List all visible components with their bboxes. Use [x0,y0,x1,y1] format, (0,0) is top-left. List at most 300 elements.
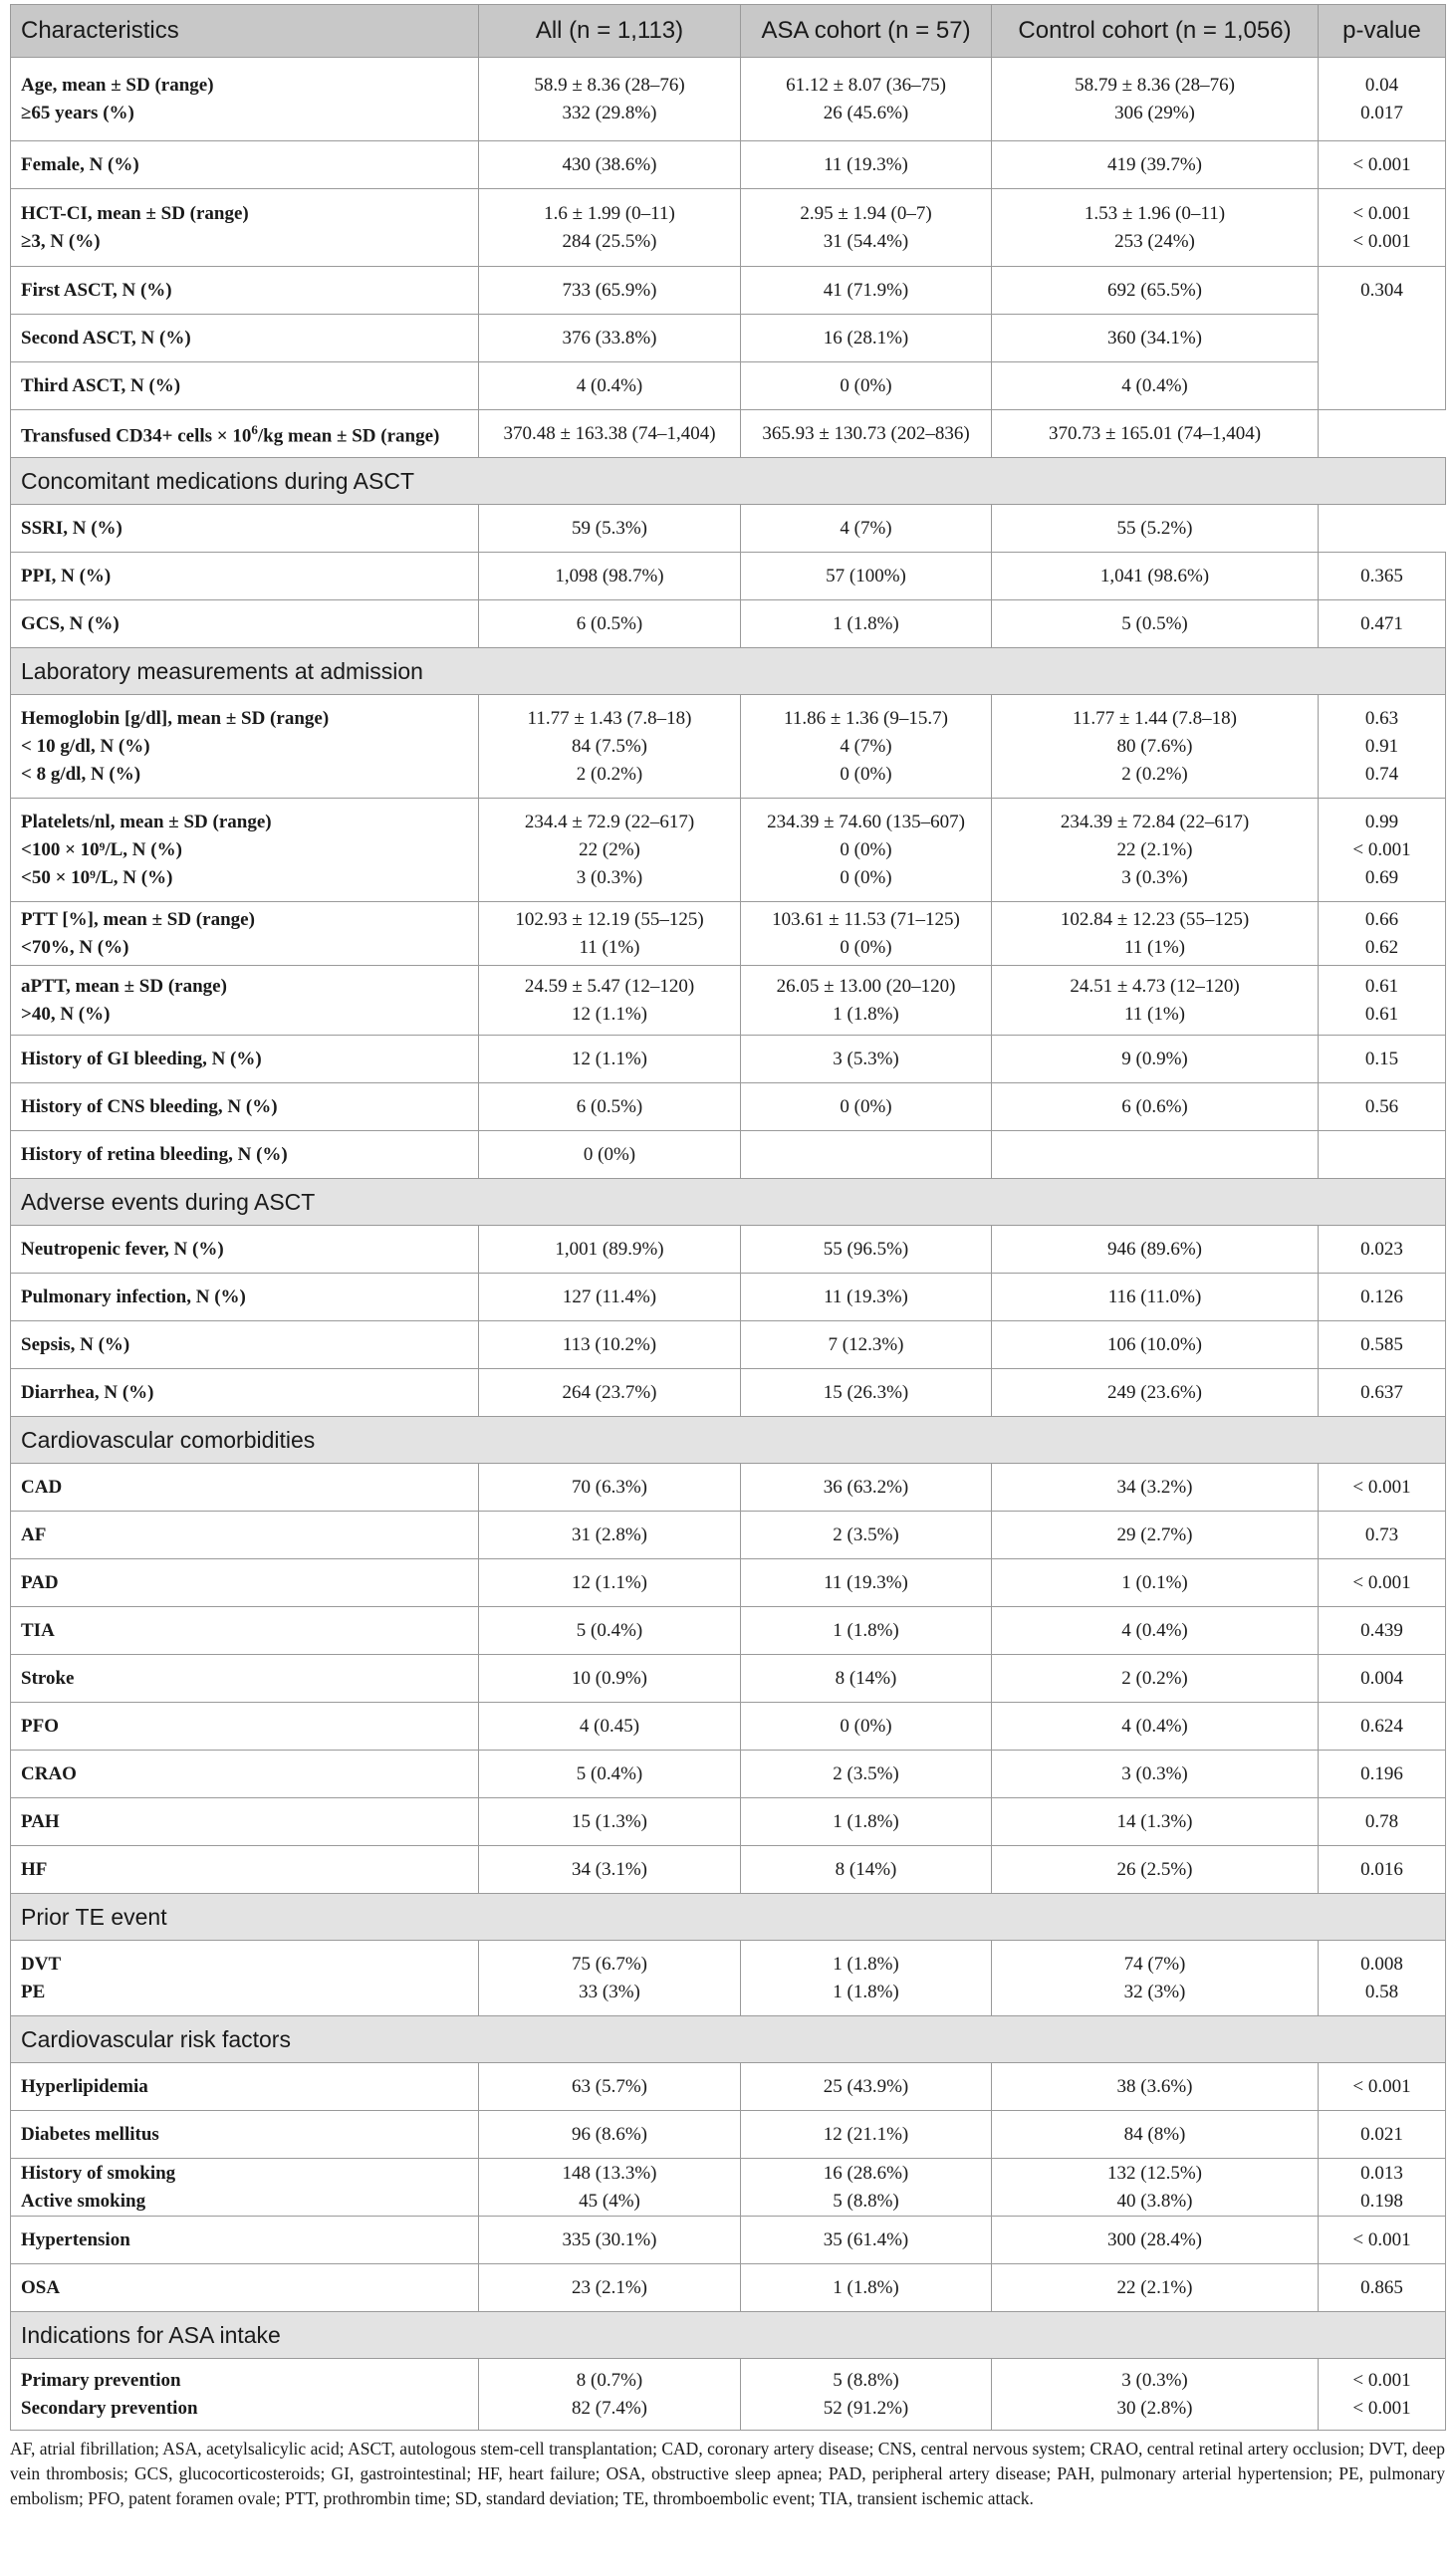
p-value-cell [1319,600,1446,648]
cell-value: 7 (12.3%) [828,1333,904,1355]
cell-value: 0.69 [1364,866,1399,888]
cell-value: 0.15 [1364,1048,1399,1069]
control-cohort-cell [992,1607,1319,1655]
cell-value: 306 (29%) [1114,102,1195,123]
header-asa-cohort: ASA cohort (n = 57) [741,5,992,58]
characteristic-cell [11,58,479,141]
control-cohort-cell [992,267,1319,315]
cell-value: 946 (89.6%) [1107,1238,1202,1260]
cell-value: 0.365 [1360,565,1403,586]
cell-value: 6 (0.5%) [576,612,643,634]
characteristic-cell [11,1751,479,1798]
asa-cohort-cell [741,141,992,189]
characteristic-label: < 10 g/dl, N (%) [21,735,150,757]
characteristic-label: PE [21,1981,46,2002]
cell-value: < 0.001 [1352,153,1411,175]
asa-cohort-cell [741,966,992,1036]
characteristic-label: TIA [21,1619,55,1641]
p-value-cell [1319,1369,1446,1417]
characteristic-label: Second ASCT, N (%) [21,327,191,349]
table-row [11,1369,1446,1417]
characteristic-label: Primary prevention [21,2369,181,2391]
characteristic-cell [11,362,479,410]
control-cohort-cell [992,2159,1319,2217]
asa-cohort-cell [741,1274,992,1321]
cell-value: 132 (12.5%) [1107,2162,1202,2184]
cell-value: 0.74 [1364,763,1399,785]
characteristic-cell [11,1036,479,1083]
characteristic-label: PFO [21,1715,59,1737]
cell-value: 4 (7%) [840,517,892,539]
characteristic-cell [11,966,479,1036]
header-control-cohort: Control cohort (n = 1,056) [992,5,1319,58]
characteristic-label: History of retina bleeding, N (%) [21,1143,288,1165]
table-row [11,141,1446,189]
cell-value: 45 (4%) [579,2190,640,2212]
cell-value: 5 (0.4%) [576,1619,643,1641]
cell-value: 4 (0.4%) [1121,1715,1188,1737]
cell-value: 10 (0.9%) [572,1667,647,1689]
table-container [10,4,1445,2511]
cell-value: 5 (0.5%) [1121,612,1188,634]
table-row [11,1941,1446,2016]
cell-value: 0 (0%) [840,838,892,860]
table-row [11,2063,1446,2111]
cell-value: 15 (1.3%) [572,1810,647,1832]
cell-value: 2 (3.5%) [833,1523,899,1545]
cell-value: 370.48 ± 163.38 (74–1,404) [503,422,716,444]
all-cell [479,695,741,799]
table-row [11,362,1446,410]
p-value-cell [1319,2359,1446,2431]
cell-value: 284 (25.5%) [562,230,657,252]
characteristic-label: < 8 g/dl, N (%) [21,763,141,785]
control-cohort-cell [992,2264,1319,2312]
control-cohort-cell [992,141,1319,189]
characteristic-label: History of CNS bleeding, N (%) [21,1095,278,1117]
cell-value: 3 (5.3%) [833,1048,899,1069]
asa-cohort-cell [741,58,992,141]
characteristic-cell [11,505,479,553]
cell-value: < 0.001 [1352,230,1411,252]
asa-cohort-cell [741,1131,992,1179]
all-cell [479,2264,741,2312]
table-row [11,2217,1446,2264]
cell-value: 0.62 [1364,936,1399,958]
section-header-row [11,1417,1446,1464]
cell-value: 4 (0.45) [579,1715,640,1737]
asa-cohort-cell [741,189,992,267]
cell-value: 1 (1.8%) [833,1003,899,1025]
table-row [11,189,1446,267]
cell-value: 234.4 ± 72.9 (22–617) [524,811,695,832]
all-cell [479,2063,741,2111]
table-row [11,1655,1446,1703]
asa-cohort-cell [741,1226,992,1274]
cell-value: 11 (1%) [579,936,640,958]
cell-value: 0.624 [1360,1715,1403,1737]
p-value-cell [1319,1798,1446,1846]
characteristic-label: HF [21,1858,48,1880]
table-row [11,799,1446,902]
cell-value: 34 (3.1%) [572,1858,647,1880]
characteristic-cell [11,1274,479,1321]
cell-value: 1 (1.8%) [833,1981,899,2002]
characteristic-cell [11,1512,479,1559]
cell-value: 11 (19.3%) [824,1286,908,1307]
asa-cohort-cell [741,1751,992,1798]
characteristic-cell [11,799,479,902]
characteristic-label: Age, mean ± SD (range) [21,74,214,96]
cell-value: 16 (28.6%) [823,2162,909,2184]
cell-value: 11 (19.3%) [824,153,908,175]
cell-value: 1 (1.8%) [833,612,899,634]
cell-value: 0.008 [1360,1953,1403,1975]
control-cohort-cell [992,410,1319,458]
characteristic-cell [11,902,479,966]
characteristic-label: First ASCT, N (%) [21,279,172,301]
cell-value: 3 (0.3%) [1121,1762,1188,1784]
asa-cohort-cell [741,1846,992,1894]
asa-cohort-cell [741,1607,992,1655]
cell-value: 4 (0.4%) [1121,1619,1188,1641]
table-row [11,410,1446,458]
cell-value: 0.61 [1364,1003,1399,1025]
table-body [11,58,1446,2431]
header-p-value: p-value [1319,5,1446,58]
all-cell [479,1559,741,1607]
cell-value: 2 (0.2%) [1121,1667,1188,1689]
cell-value: 0 (0%) [840,1095,892,1117]
characteristic-label: DVT [21,1953,62,1975]
cell-value: 1,098 (98.7%) [555,565,664,586]
cell-value: < 0.001 [1352,2397,1411,2419]
cell-value: < 0.001 [1352,2369,1411,2391]
control-cohort-cell [992,1559,1319,1607]
p-value-cell [1319,1464,1446,1512]
p-value-cell [1319,1607,1446,1655]
all-cell [479,267,741,315]
cell-value: 55 (5.2%) [1116,517,1193,539]
all-cell [479,2217,741,2264]
p-value-cell [1319,695,1446,799]
cell-value: 23 (2.1%) [572,2276,647,2298]
cell-value: 0.023 [1360,1238,1403,1260]
cell-value: 0.61 [1364,975,1399,997]
characteristic-label: <50 × 10⁹/L, N (%) [21,866,173,888]
asa-cohort-cell [741,2063,992,2111]
cell-value: 3 (0.3%) [576,866,643,888]
table-row [11,2111,1446,2159]
cell-value: 332 (29.8%) [562,102,657,123]
cell-value: 8 (14%) [835,1667,897,1689]
table-row [11,1607,1446,1655]
characteristic-cell [11,695,479,799]
cell-value: 96 (8.6%) [572,2123,647,2145]
cell-value: 15 (26.3%) [823,1381,909,1403]
section-title: Laboratory measurements at admission [11,648,1446,695]
characteristic-cell [11,2359,479,2431]
asa-cohort-cell [741,695,992,799]
cell-value: < 0.001 [1352,202,1411,224]
characteristic-label: History of smoking [21,2162,176,2184]
control-cohort-cell [992,1655,1319,1703]
table-row [11,902,1446,966]
cell-value: 32 (3%) [1123,1981,1186,2002]
cell-value: < 0.001 [1352,2075,1411,2097]
all-cell [479,1607,741,1655]
cell-value: 36 (63.2%) [823,1476,909,1498]
p-value-cell [1319,799,1446,902]
table-row [11,2264,1446,2312]
cell-value: 103.61 ± 11.53 (71–125) [772,908,960,930]
table-row [11,1846,1446,1894]
all-cell [479,1083,741,1131]
characteristic-cell [11,1559,479,1607]
cell-value: 11 (1%) [1123,1003,1186,1025]
cell-value: 733 (65.9%) [562,279,657,301]
characteristic-label: Third ASCT, N (%) [21,374,181,396]
cell-value: 31 (2.8%) [572,1523,647,1545]
characteristic-cell [11,410,479,458]
all-cell [479,1751,741,1798]
cell-value: 12 (1.1%) [572,1003,647,1025]
cell-value: 52 (91.2%) [823,2397,909,2419]
cell-value: 2 (3.5%) [833,1762,899,1784]
cell-value: 2.95 ± 1.94 (0–7) [800,202,932,224]
cell-value: 0.196 [1360,1762,1403,1784]
control-cohort-cell [992,362,1319,410]
cell-value: 264 (23.7%) [562,1381,657,1403]
asa-cohort-cell [741,1083,992,1131]
cell-value: 0.021 [1360,2123,1403,2145]
cell-value: 22 (2.1%) [1116,838,1193,860]
control-cohort-cell [992,2359,1319,2431]
cell-value: 0.73 [1364,1523,1399,1545]
p-value-cell [1319,267,1446,410]
cell-value: 1,001 (89.9%) [555,1238,664,1260]
cell-value: 1 (1.8%) [833,1953,899,1975]
cell-value: 84 (7.5%) [572,735,647,757]
control-cohort-cell [992,1274,1319,1321]
control-cohort-cell [992,902,1319,966]
cell-value: 80 (7.6%) [1116,735,1193,757]
control-cohort-cell [992,1369,1319,1417]
table-row [11,1798,1446,1846]
cell-value: 59 (5.3%) [572,517,647,539]
cell-value: 75 (6.7%) [572,1953,647,1975]
control-cohort-cell [992,1226,1319,1274]
control-cohort-cell [992,1846,1319,1894]
control-cohort-cell [992,799,1319,902]
asa-cohort-cell [741,1655,992,1703]
cell-value: 70 (6.3%) [572,1476,647,1498]
cell-value: 0.585 [1360,1333,1403,1355]
p-value-cell [1319,1083,1446,1131]
p-value-cell [1319,1703,1446,1751]
cell-value: 360 (34.1%) [1107,327,1202,349]
all-cell [479,1036,741,1083]
cell-value: 5 (8.8%) [833,2190,899,2212]
cell-value: 1,041 (98.6%) [1099,565,1210,586]
characteristic-label: AF [21,1523,47,1545]
table-footnote: AF, atrial fibrillation; ASA, acetylsalicylic acid; ASCT, autologous stem-cell transplantation; CAD, coronary artery disease; CNS, central nervous system; CRAO, central retinal artery occlusion; DVT, deep vein thrombosis; GCS, glucocorticosteroids; GI, gastrointestinal; HF, heart failure; OSA, obstructive sleep apnea; PAD, peripheral artery disease; PAH, pulmonary arterial hypertension; PE, pulmonary embolism; PFO, patent foramen ovale; PTT, prothrombin time; SD, standard deviation; TE, thromboembolic event; TIA, transient ischemic attack. [10,2439,1445,2508]
section-title: Adverse events during ASCT [11,1179,1446,1226]
cell-value: 0.198 [1360,2190,1403,2212]
asa-cohort-cell [741,315,992,362]
characteristic-label [21,416,468,450]
cell-value: 1.53 ± 1.96 (0–11) [1084,202,1226,224]
characteristic-cell [11,1846,479,1894]
cell-value: 6 (0.5%) [576,1095,643,1117]
p-value-cell [1319,1321,1446,1369]
cell-value: 0.58 [1364,1981,1399,2002]
table-row [11,600,1446,648]
characteristic-label: Pulmonary infection, N (%) [21,1286,246,1307]
cell-value: 0.66 [1364,908,1399,930]
table-row [11,1036,1446,1083]
cell-value: 234.39 ± 72.84 (22–617) [1060,811,1250,832]
characteristic-label: PAD [21,1571,59,1593]
characteristic-cell [11,553,479,600]
cell-value: 0.016 [1360,1858,1403,1880]
cell-value: 370.73 ± 165.01 (74–1,404) [1048,422,1262,444]
cell-value: 1 (1.8%) [833,1619,899,1641]
cell-value: 376 (33.8%) [562,327,657,349]
cell-value: 0.04 [1364,74,1399,96]
characteristic-label: >40, N (%) [21,1003,111,1025]
section-header-row [11,648,1446,695]
table-row [11,2359,1446,2431]
all-cell [479,1321,741,1369]
all-cell [479,1846,741,1894]
characteristic-label: PPI, N (%) [21,565,112,586]
characteristic-label: Hyperlipidemia [21,2075,148,2097]
table-row [11,695,1446,799]
p-value-cell [1319,1512,1446,1559]
characteristic-label: ≥3, N (%) [21,230,101,252]
cell-value: 11 (1%) [1123,936,1186,958]
cell-value: 0.56 [1364,1095,1399,1117]
p-value-cell [1319,189,1446,267]
asa-cohort-cell [741,2111,992,2159]
control-cohort-cell [992,2217,1319,2264]
cell-value: 41 (71.9%) [823,279,909,301]
characteristic-label: <100 × 10⁹/L, N (%) [21,838,182,860]
cell-value: < 0.001 [1352,2228,1411,2250]
characteristic-label: GCS, N (%) [21,612,120,634]
characteristic-label: HCT-CI, mean ± SD (range) [21,202,249,224]
cell-value: 4 (0.4%) [1121,374,1188,396]
cell-value: 116 (11.0%) [1107,1286,1202,1307]
characteristic-label: Hemoglobin [g/dl], mean ± SD (range) [21,707,330,729]
cell-value: 12 (1.1%) [572,1571,647,1593]
characteristic-cell [11,1703,479,1751]
table-row [11,315,1446,362]
section-title: Prior TE event [11,1894,1446,1941]
characteristic-label: Diabetes mellitus [21,2123,159,2145]
cell-value: 0.304 [1360,280,1403,301]
cell-value: 11.77 ± 1.44 (7.8–18) [1073,707,1237,729]
characteristic-label: ≥65 years (%) [21,102,134,123]
control-cohort-cell [992,505,1319,553]
cell-value: 3 (0.3%) [1121,2369,1188,2391]
all-cell [479,600,741,648]
cell-value: 33 (3%) [579,1981,640,2002]
cell-value: 0.637 [1360,1381,1403,1403]
p-value-cell [1319,58,1446,141]
all-cell [479,362,741,410]
header-row [11,5,1446,58]
asa-cohort-cell [741,2217,992,2264]
all-cell [479,1941,741,2016]
section-title: Cardiovascular comorbidities [11,1417,1446,1464]
asa-cohort-cell [741,410,992,458]
cell-value: 0 (0%) [840,763,892,785]
section-title: Indications for ASA intake [11,2312,1446,2359]
asa-cohort-cell [741,600,992,648]
cell-value: 234.39 ± 74.60 (135–607) [767,811,965,832]
cell-value: 430 (38.6%) [562,153,657,175]
cell-value: 58.79 ± 8.36 (28–76) [1075,74,1235,96]
characteristic-label: OSA [21,2276,61,2298]
asa-cohort-cell [741,1464,992,1512]
cell-value: 12 (21.1%) [823,2123,909,2145]
asa-cohort-cell [741,1703,992,1751]
cell-value: 0.91 [1364,735,1399,757]
cell-value: 8 (0.7%) [576,2369,643,2391]
table-row [11,58,1446,141]
characteristic-cell [11,2111,479,2159]
asa-cohort-cell [741,553,992,600]
cell-value: 30 (2.8%) [1116,2397,1193,2419]
table-row [11,1083,1446,1131]
cell-value: 0 (0%) [583,1143,636,1165]
all-cell [479,315,741,362]
all-cell [479,902,741,966]
asa-cohort-cell [741,1512,992,1559]
label-superscript: 6 [251,422,258,438]
cell-value: 249 (23.6%) [1107,1381,1202,1403]
asa-cohort-cell [741,1941,992,2016]
p-value-cell [1319,902,1446,966]
cell-value: 11 (19.3%) [824,1571,908,1593]
characteristic-label: Sepsis, N (%) [21,1333,130,1355]
asa-cohort-cell [741,1369,992,1417]
label-text: /kg mean ± SD (range) [257,425,440,447]
cell-value: 4 (7%) [840,735,892,757]
characteristic-cell [11,1655,479,1703]
cell-value: 14 (1.3%) [1116,1810,1193,1832]
asa-cohort-cell [741,267,992,315]
cell-value: 253 (24%) [1114,230,1195,252]
all-cell [479,1369,741,1417]
cell-value: < 0.001 [1352,1571,1411,1593]
cell-value: 365.93 ± 130.73 (202–836) [762,422,970,444]
cell-value: 0 (0%) [840,866,892,888]
table-row [11,1226,1446,1274]
cell-value: 35 (61.4%) [823,2228,909,2250]
cell-value: 0.017 [1360,102,1403,123]
asa-cohort-cell [741,1559,992,1607]
cell-value: 0.439 [1360,1619,1403,1641]
p-value-cell [1319,1846,1446,1894]
cell-value: 0 (0%) [840,374,892,396]
control-cohort-cell [992,1321,1319,1369]
characteristic-label: Diarrhea, N (%) [21,1381,154,1403]
header-all: All (n = 1,113) [479,5,741,58]
characteristic-label: Stroke [21,1667,75,1689]
